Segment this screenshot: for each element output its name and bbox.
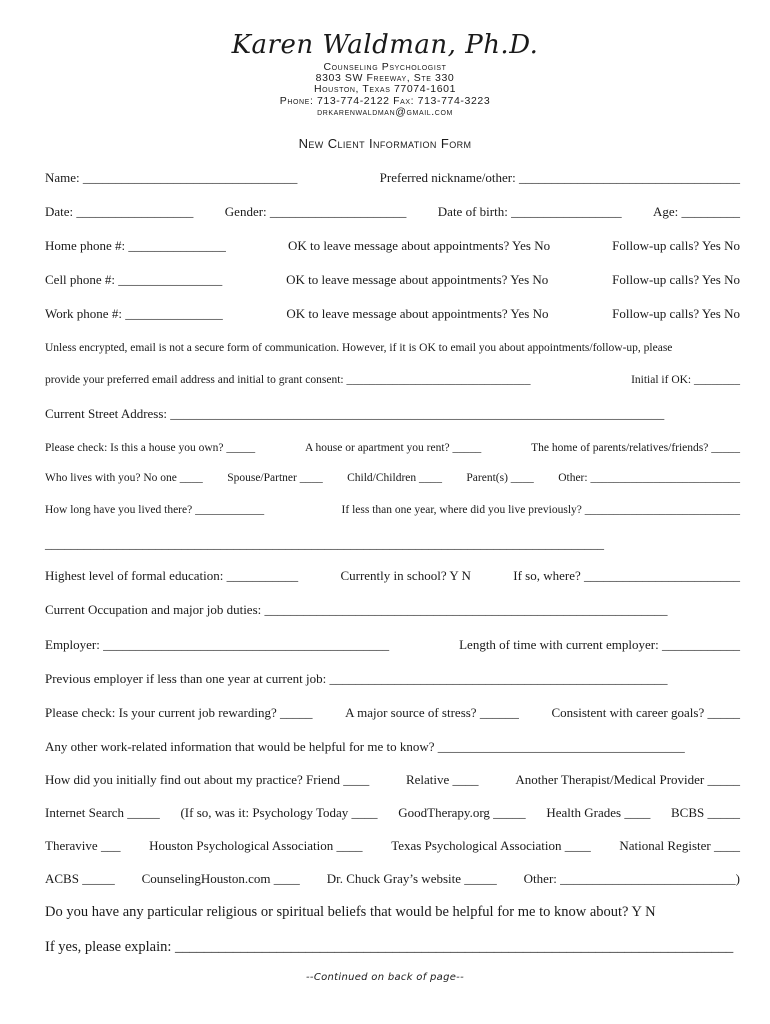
previous-employer-row [45,669,740,689]
religious-beliefs-question[interactable]: Do you have any particular religious or spiritual beliefs that would be helpful for me to know about? Y N [45,904,656,920]
referral-acbs[interactable]: ACBS _____ [45,871,115,886]
home-phone-message-ok[interactable]: OK to leave message about appointments? Yes No [287,238,551,253]
home-phone-field[interactable]: Home phone #: _______________ [45,238,226,253]
doctor-name: Karen Waldman, Ph.D. [231,30,539,60]
referral-houston-psych-assoc[interactable]: Houston Psychological Association ____ [149,838,363,853]
age-field[interactable]: Age: _________ [652,204,740,219]
referral-row-1 [45,770,740,790]
referral-national-register[interactable]: National Register ____ [619,838,740,853]
street-address-field[interactable]: Current Street Address: ____________________________________________________________________________ [45,406,665,421]
employer-field[interactable]: Employer: ____________________________________________ [45,637,390,652]
gender-field[interactable]: Gender: _____________________ [224,204,407,219]
name-field[interactable]: Name: _________________________________ [45,170,298,185]
work-phone-row [45,304,740,324]
referral-bcbs[interactable]: BCBS _____ [671,805,740,820]
form-title: New Client Information Form [298,136,472,151]
work-info-field[interactable]: Any other work-related information that would be helpful for me to know? ______________________________________ [45,739,685,754]
referral-row-2 [45,803,740,823]
referral-texas-psych-assoc[interactable]: Texas Psychological Association ____ [391,838,591,853]
doctor-title: Counseling Psychologist [323,61,447,73]
referral-friend[interactable]: How did you initially find out about my practice? Friend ____ [45,772,370,787]
education-row [45,566,740,586]
lives-with-children[interactable]: Child/Children ____ [347,472,442,484]
email-address: drkarenwaldman@gmail.com [317,105,453,118]
currently-in-school[interactable]: Currently in school? Y N [340,568,471,583]
cell-phone-row [45,270,740,290]
house-rent-check[interactable]: A house or apartment you rent? _____ [305,442,482,454]
home-of-family-check[interactable]: The home of parents/relatives/friends? _____ [531,442,740,454]
practice-address-block [0,62,770,118]
referral-chuck-gray-website[interactable]: Dr. Chuck Gray’s website _____ [326,871,497,886]
work-phone-followup[interactable]: Follow-up calls? Yes No [612,306,740,321]
nickname-field[interactable]: Preferred nickname/other: __________________________________ [379,170,740,185]
previous-employer-field[interactable]: Previous employer if less than one year at current job: ____________________________________________________ [45,671,668,686]
education-level-field[interactable]: Highest level of formal education: ___________ [45,568,299,583]
religious-beliefs-row [45,902,740,922]
date-field[interactable]: Date: __________________ [45,204,194,219]
house-own-check[interactable]: Please check: Is this a house you own? _____ [45,442,256,454]
previous-residence-continued[interactable]: ______________________________________________________________________________________ [45,536,604,551]
religious-explain-field[interactable]: If yes, please explain: _____________________________________________________________________________ [45,939,734,955]
dob-field[interactable]: Date of birth: _________________ [437,204,622,219]
previous-residence-field[interactable]: If less than one year, where did you live previously? ___________________________ [341,504,740,516]
lives-with-spouse[interactable]: Spouse/Partner ____ [227,472,323,484]
residence-duration-row [45,500,740,520]
referral-goodtherapy[interactable]: GoodTherapy.org _____ [398,805,526,820]
referral-health-grades[interactable]: Health Grades ____ [546,805,651,820]
address-line-1: 8303 SW Freeway, Ste 330 [315,72,455,85]
preferred-email-field[interactable]: provide your preferred email address and initial to grant consent: ________________________________ [45,374,531,386]
job-rewarding-check[interactable]: Please check: Is your current job rewarding? _____ [45,705,313,720]
religious-explain-row [45,937,740,957]
cell-phone-field[interactable]: Cell phone #: ________________ [45,272,223,287]
email-disclaimer-text: Unless encrypted, email is not a secure form of communication. However, if it is OK to email you about appointments/follow-up, please [45,342,673,354]
email-initial-field[interactable]: Initial if OK: ________ [631,374,740,386]
job-stress-check[interactable]: A major source of stress? ______ [345,705,519,720]
housing-row [45,438,740,458]
work-info-row [45,737,740,757]
referral-theravive[interactable]: Theravive ___ [45,838,121,853]
home-phone-followup[interactable]: Follow-up calls? Yes No [612,238,740,253]
email-disclaimer [45,338,740,358]
referral-counselinghouston[interactable]: CounselingHouston.com ____ [141,871,300,886]
street-address-row [45,404,740,424]
address-line-2: Houston, Texas 77074-1601 [313,83,457,96]
school-name-field[interactable]: If so, where? ________________________ [513,568,740,583]
employer-row [45,635,740,655]
lives-with-other[interactable]: Other: __________________________ [558,472,740,484]
occupation-row [45,600,740,620]
job-check-row [45,703,740,723]
work-phone-field[interactable]: Work phone #: _______________ [45,306,223,321]
household-row [45,468,740,488]
referral-other[interactable]: Other: ___________________________) [523,871,740,886]
referral-row-3 [45,836,740,856]
blank-line-row [45,534,740,554]
email-consent-row [45,370,740,390]
referral-psychology-today[interactable]: (If so, was it: Psychology Today ____ [180,805,378,820]
phone-fax: Phone: 713-774-2122 Fax: 713-774-3223 [279,94,491,107]
referral-provider[interactable]: Another Therapist/Medical Provider _____ [515,772,740,787]
referral-relative[interactable]: Relative ____ [405,772,479,787]
home-phone-row [45,236,740,256]
cell-phone-followup[interactable]: Follow-up calls? Yes No [612,272,740,287]
lives-with-parents[interactable]: Parent(s) ____ [466,472,534,484]
work-phone-message-ok[interactable]: OK to leave message about appointments? Yes No [286,306,549,321]
occupation-field[interactable]: Current Occupation and major job duties: ______________________________________________________________ [45,602,668,617]
referral-row-4 [45,869,740,889]
cell-phone-message-ok[interactable]: OK to leave message about appointments? Yes No [286,272,549,287]
date-gender-row [45,202,740,222]
employment-length-field[interactable]: Length of time with current employer: ____________ [459,637,740,652]
name-row [45,168,740,188]
continued-footer: --Continued on back of page-- [306,972,464,983]
referral-internet-search[interactable]: Internet Search _____ [45,805,160,820]
residence-duration-field[interactable]: How long have you lived there? ____________ [45,504,265,516]
lives-with-no-one[interactable]: Who lives with you? No one ____ [45,472,203,484]
job-career-goals-check[interactable]: Consistent with career goals? _____ [551,705,740,720]
